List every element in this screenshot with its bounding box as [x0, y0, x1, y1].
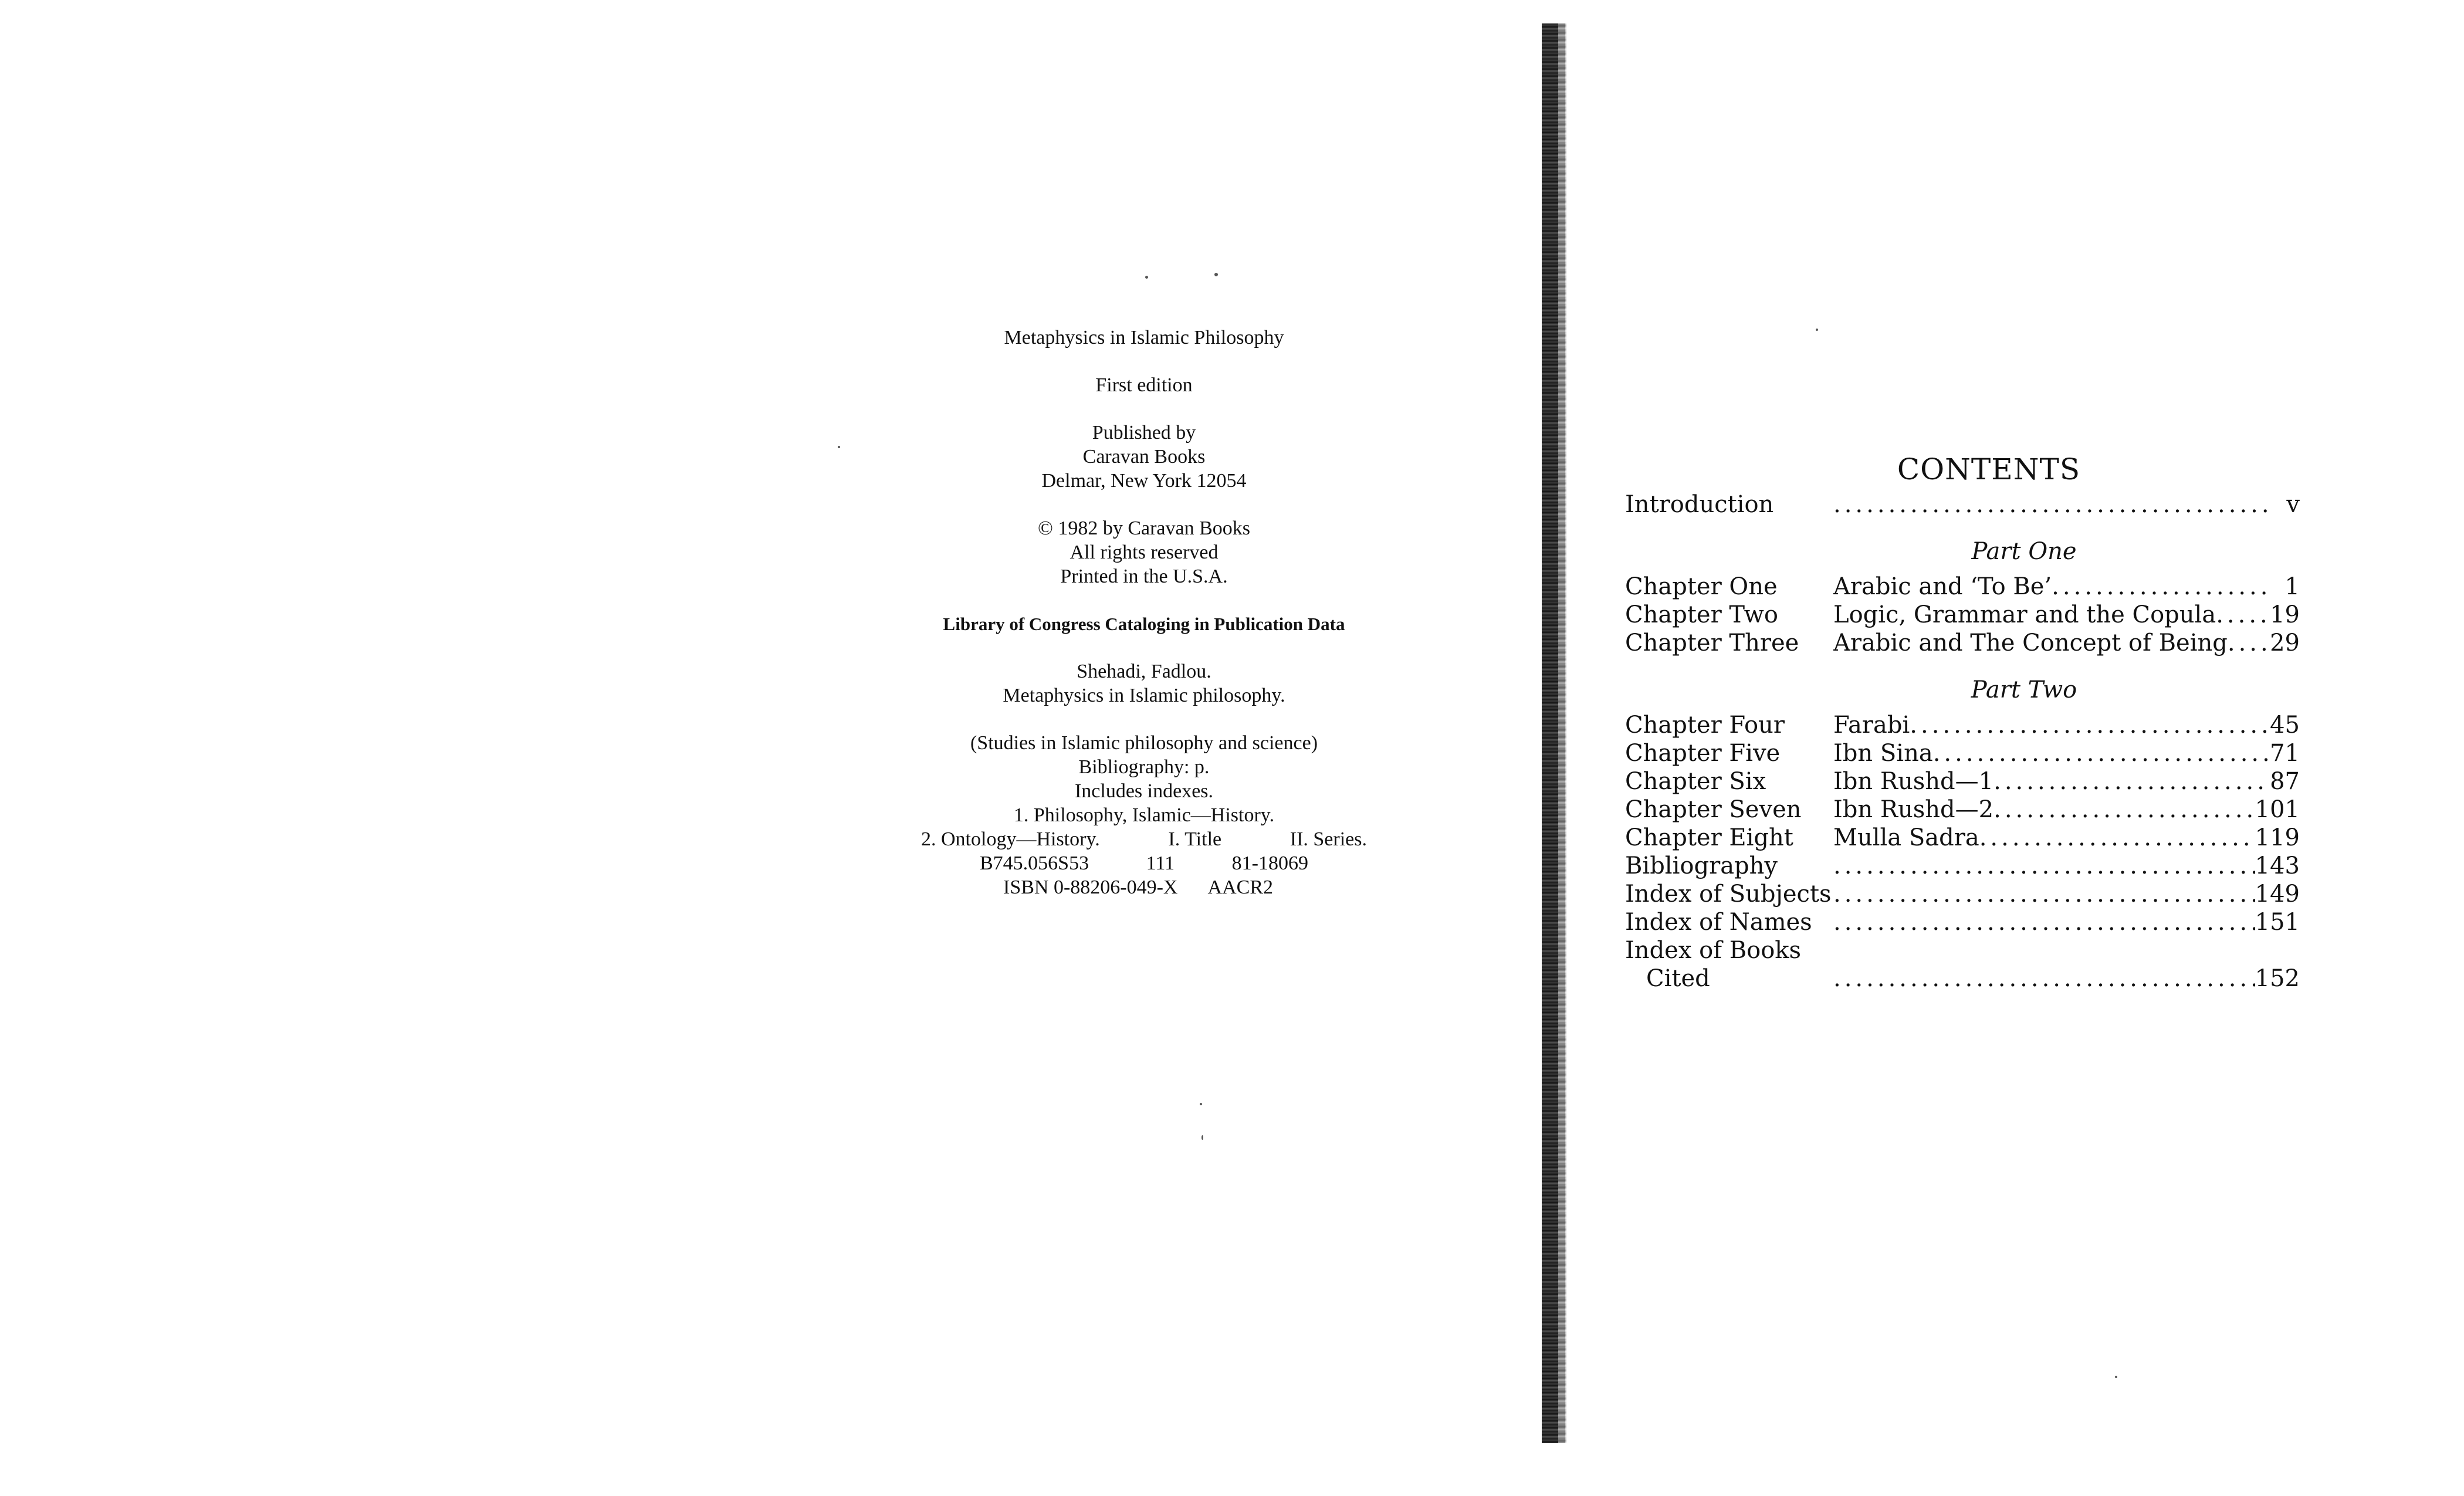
class-code: 111	[1146, 852, 1175, 874]
toc-chapter-eight	[1625, 824, 2300, 852]
subject-tracing-1: 1. Philosophy, Islamic—History.	[1013, 804, 1275, 826]
toc-index-books	[1625, 936, 2300, 993]
toc-label: Bibliography	[1625, 852, 1778, 879]
scan-speck	[1145, 276, 1148, 279]
book-title: Metaphysics in Islamic Philosophy	[1004, 327, 1284, 348]
toc-page-number: 87	[2270, 768, 2300, 795]
toc-page-number: 119	[2255, 824, 2300, 851]
toc-title: Mulla Sadra	[1833, 824, 1979, 851]
class-number: B745.056S53	[980, 852, 1089, 874]
toc-page-number: 101	[2255, 796, 2300, 823]
tracing-row	[921, 827, 1367, 851]
subject-tracing-2: 2. Ontology—History.	[921, 828, 1100, 850]
toc-chapter-four	[1625, 711, 2300, 739]
copyright-notice: © 1982 by Caravan Books	[1037, 517, 1250, 539]
scan-speck	[838, 446, 840, 448]
scan-speck	[1201, 1135, 1203, 1140]
leader-dots	[2052, 573, 2270, 601]
toc-label: Chapter Five	[1625, 740, 1781, 767]
scan-speck	[1200, 1103, 1202, 1105]
toc-page-number: 151	[2255, 909, 2300, 936]
part-one-heading: Part One	[1971, 538, 2077, 565]
copyright-block	[903, 326, 1385, 899]
leader-dots	[1833, 964, 2255, 993]
toc-page-number: 45	[2270, 712, 2300, 739]
toc-title: Farabi	[1833, 712, 1910, 739]
toc-label	[1625, 936, 1833, 993]
leader-dots	[1910, 711, 2270, 739]
toc-label: Index of Names	[1625, 909, 1812, 936]
toc-page-number: 1	[2284, 573, 2300, 600]
series-note: (Studies in Islamic philosophy and science)	[970, 732, 1318, 754]
leader-dots	[1833, 490, 2270, 519]
published-by: Published by	[1092, 422, 1196, 444]
series-tracing: II. Series.	[1289, 828, 1367, 850]
toc-chapter-one	[1625, 573, 2300, 601]
leader-dots	[2216, 601, 2270, 629]
toc-title: Arabic and The Concept of Being	[1833, 629, 2228, 656]
toc-label: Chapter Two	[1625, 601, 1778, 628]
cataloging-rules: AACR2	[1207, 876, 1273, 898]
toc-title: Ibn Rushd—2	[1833, 796, 1994, 823]
toc-page-number: 29	[2270, 629, 2300, 656]
leader-dots	[1993, 767, 2270, 796]
lc-heading: Library of Congress Cataloging in Publication Data	[943, 614, 1345, 634]
toc-label-line-1: Index of Books	[1625, 937, 1802, 964]
toc-chapter-five	[1625, 739, 2300, 767]
toc-title: Ibn Sina	[1833, 740, 1933, 767]
part-two-heading: Part Two	[1971, 676, 2077, 703]
scan-speck	[1214, 273, 1218, 276]
printed-notice: Printed in the U.S.A.	[1060, 566, 1228, 587]
leader-dots	[1979, 824, 2255, 852]
toc-page-number: 143	[2255, 852, 2300, 879]
leader-dots	[1833, 852, 2255, 880]
toc-chapter-two	[1625, 601, 2300, 629]
leader-dots	[2228, 629, 2270, 657]
toc-index-subjects	[1625, 880, 2300, 908]
toc-label: Index of Subjects	[1625, 881, 1832, 908]
leader-dots	[1933, 739, 2270, 767]
toc-page-number: 19	[2270, 601, 2300, 628]
contents-title: CONTENTS	[1897, 452, 2081, 486]
toc-label: Chapter Eight	[1625, 824, 1793, 851]
toc-label: Chapter Three	[1625, 629, 1799, 656]
toc-label: Chapter Six	[1625, 768, 1766, 795]
scan-speck	[1816, 329, 1818, 331]
toc-introduction	[1625, 490, 2300, 519]
isbn-row	[980, 875, 1308, 899]
toc-label: Chapter Four	[1625, 712, 1785, 739]
table-of-contents	[1625, 452, 2300, 993]
indexes-note: Includes indexes.	[1074, 780, 1214, 802]
publisher: Caravan Books	[1082, 446, 1206, 468]
rights-notice: All rights reserved	[1069, 541, 1219, 563]
title-tracing: I. Title	[1168, 828, 1222, 850]
bibliography-note: Bibliography: p.	[1078, 756, 1210, 778]
toc-index-names	[1625, 908, 2300, 936]
toc-label: Chapter Seven	[1625, 796, 1802, 823]
classification-row	[980, 851, 1308, 875]
toc-title: Ibn Rushd—1	[1833, 768, 1994, 795]
edition: First edition	[1095, 374, 1193, 396]
toc-title: Logic, Grammar and the Copula	[1833, 601, 2216, 628]
toc-title: Arabic and ‘To Be’	[1833, 573, 2052, 600]
book-spine	[1542, 23, 1565, 1443]
leader-dots	[1833, 880, 2255, 908]
scan-speck	[2115, 1376, 2117, 1378]
toc-page-number: 149	[2255, 881, 2300, 908]
title-entry: Metaphysics in Islamic philosophy.	[1003, 685, 1285, 706]
publisher-address: Delmar, New York 12054	[1041, 470, 1247, 492]
toc-label-line-2: Cited	[1646, 965, 1710, 992]
toc-chapter-seven	[1625, 796, 2300, 824]
toc-page-number: 71	[2270, 740, 2300, 767]
toc-label: Introduction	[1625, 491, 1774, 518]
toc-label: Chapter One	[1625, 573, 1778, 600]
toc-page-number: 152	[2255, 965, 2300, 992]
toc-chapter-six	[1625, 767, 2300, 796]
isbn: ISBN 0-88206-049-X	[1003, 876, 1178, 898]
author-entry: Shehadi, Fadlou.	[1077, 661, 1211, 682]
toc-bibliography	[1625, 852, 2300, 880]
toc-chapter-three	[1625, 629, 2300, 657]
leader-dots	[1993, 796, 2255, 824]
toc-page-number: v	[2286, 491, 2300, 518]
lccn: 81-18069	[1231, 852, 1308, 874]
leader-dots	[1833, 908, 2255, 936]
